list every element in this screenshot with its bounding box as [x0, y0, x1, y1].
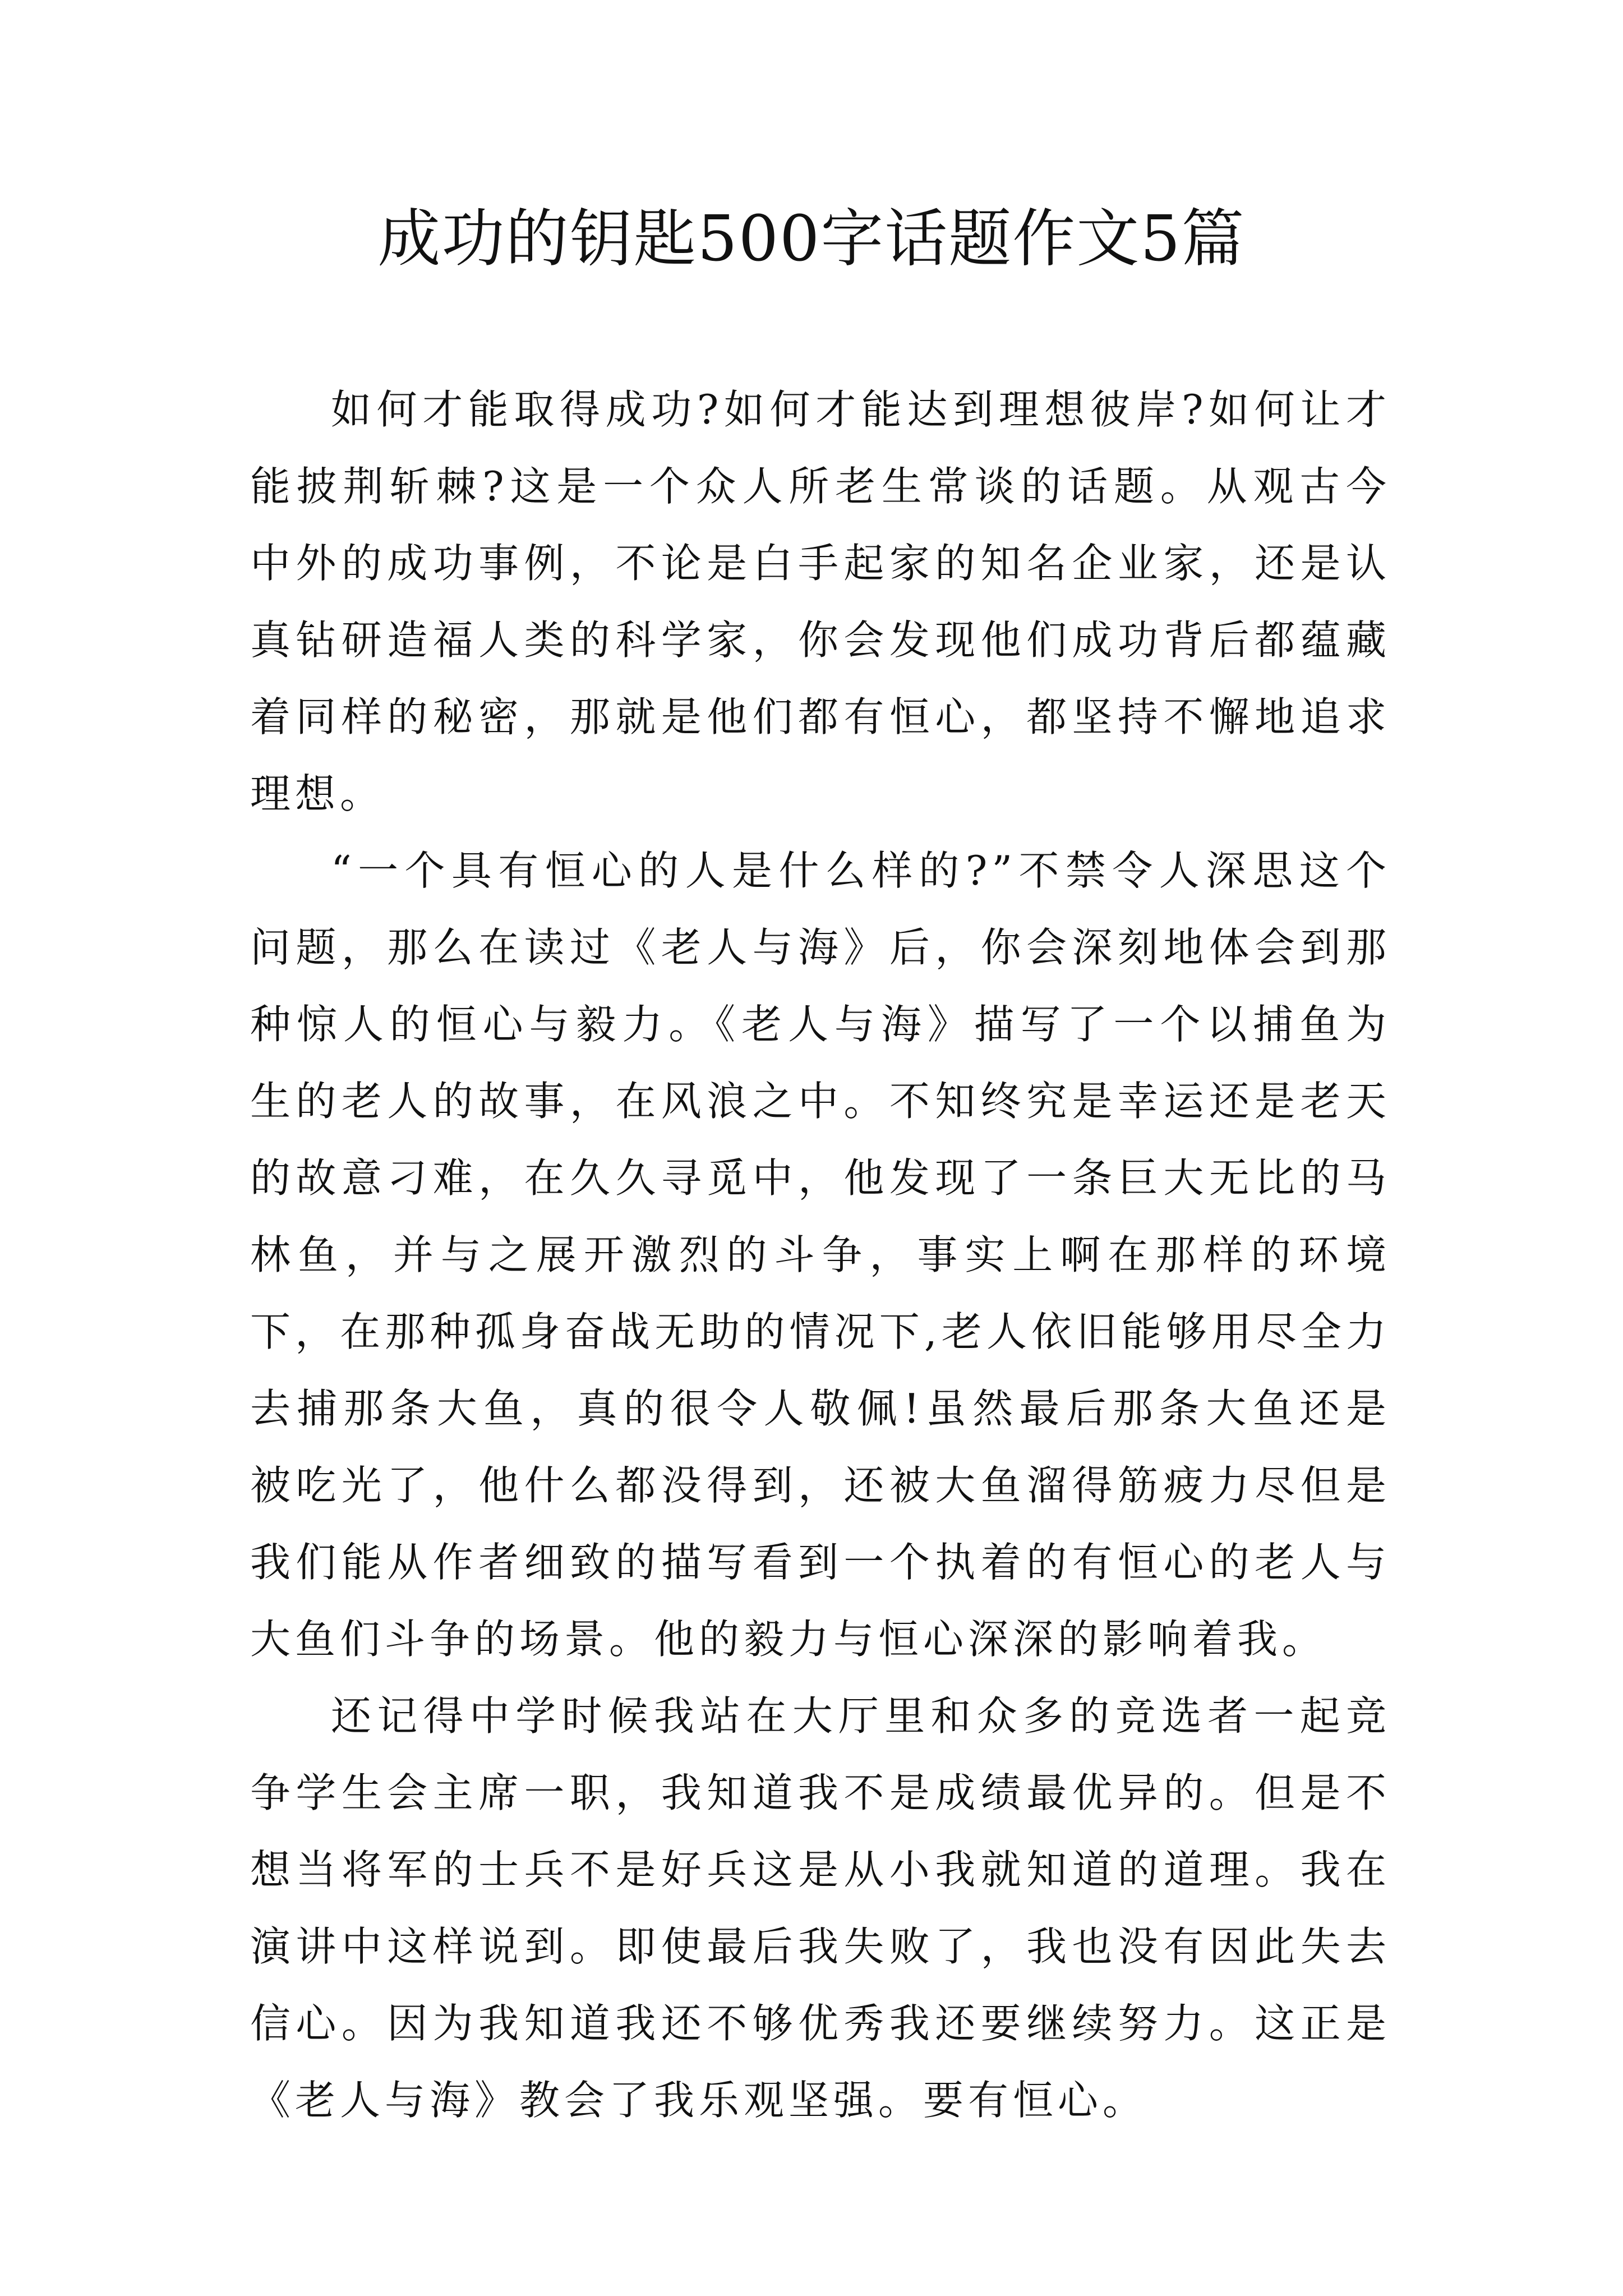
paragraph-2: “一个具有恒心的人是什么样的?”不禁令人深思这个问题，那么在读过《老人与海》后，你会深刻地体会到那种惊人的恒心与毅力。《老人与海》描写了一个以捕鱼为生的老人的故事，在风浪之中。不知终究是幸运还是老天的故意刁难，在久久寻觅中，他发现了一条巨大无比的马林鱼，并与之展开激烈的斗争，事实上啊在那样的环境下，在那种孤身奋战无助的情况下,老人依旧能够用尽全力去捕那条大鱼，真的很令人敬佩!虽然最后那条大鱼还是被吃光了，他什么都没得到，还被大鱼溜得筋疲力尽但是我们能从作者细致的描写看到一个执着的有恒心的老人与大鱼们斗争的场景。他的毅力与恒心深深的影响着我。 — [250, 847, 1391, 1663]
paragraph-3: 还记得中学时候我站在大厅里和众多的竞选者一起竞争学生会主席一职，我知道我不是成绩最优异的。但是不想当将军的士兵不是好兵这是从小我就知道的道理。我在演讲中这样说到。即使最后我失败了，我也没有因此失去信心。因为我知道我还不够优秀我还要继续努力。这正是《老人与海》教会了我乐观坚强。要有恒心。 — [250, 1692, 1391, 2124]
document-body — [250, 371, 1391, 2139]
document-title: 成功的钥匙500字话题作文5篇 — [377, 203, 1246, 275]
paragraph-1: 如何才能取得成功?如何才能达到理想彼岸?如何让才能披荆斩棘?这是一个众人所老生常谈的话题。从观古今中外的成功事例，不论是白手起家的知名企业家，还是认真钻研造福人类的科学家，你会发现他们成功背后都蕴藏着同样的秘密，那就是他们都有恒心，都坚持不懈地追求理想。 — [250, 386, 1391, 817]
